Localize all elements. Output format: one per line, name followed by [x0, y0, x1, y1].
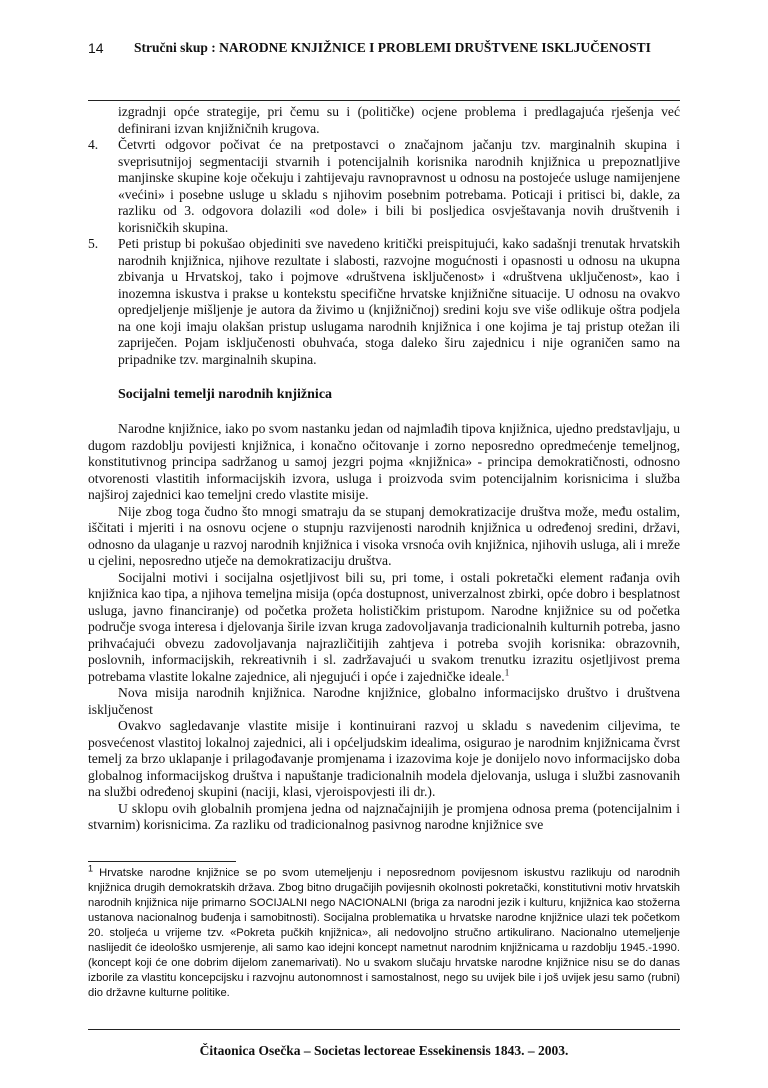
- footnote-reference[interactable]: 1: [504, 666, 510, 677]
- page-number: 14: [88, 40, 104, 56]
- list-item-5: [88, 236, 680, 368]
- list-marker: 5.: [88, 236, 99, 251]
- footnote-marker: 1: [88, 863, 94, 874]
- list-item-text: Peti pristup bi pokušao objediniti sve navedeno kritički preispitujući, kako sadašnji trenutak hrvatskih narodnih knjižnica, njihove rezultate i slabosti, razvojne mogućnosti i opasnosti u odnosu na ukupna zbivanja u Hrvatskoj, tako i pojmove «društvena isključenost» i «društvena uključenost», kao i inozemna iskustva i prakse u kontekstu specifične hrvatske knjižnične situacije. U odnosu na ovakvo opredjeljenje mišljenje je autora da živimo u (knjižničnoj) sredini koju sve više odlikuje oštra podjela na one koji imaju olakšan pristup uslugama narodnih knjižnica i one kojima je taj pristup otežan ili zapriječen. Pojam isključenosti obuhvaća, stoga daleko širu zajednicu i nije ograničen samo na pripadnike tzv. marginalnih skupina.: [118, 236, 680, 367]
- page-footer: Čitaonica Osečka – Societas lectoreae Essekinensis 1843. – 2003.: [199, 1043, 569, 1058]
- numbered-list: [88, 104, 680, 368]
- list-item-text: izgradnji opće strategije, pri čemu su i (političke) ocjene problema i predlagajuća rješenja već definirani izvan knjižničnih krugova.: [118, 104, 680, 136]
- paragraph: Narodne knjižnice, iako po svom nastanku jedan od najmlađih tipova knjižnica, ujedno predstavljaju, u dugom razdoblju povijesti knjižnica, i konačno očitovanje i zorno neposredno opredmećenje temeljnog, konstitutivnog principa sadržanog u samoj jezgri pojma «knjižnica» - principa demokratičnosti, odnosno otvorenosti vlastitih informacijskih izvora, usluga i proizvoda svim potencijalnim korisnicima i služba najširoj zajednici kao temeljni credo vlastite misije.: [88, 421, 680, 502]
- paragraph: [88, 570, 680, 686]
- paragraph: U sklopu ovih globalnih promjena jedna od najznačajnijih je promjena odnosa prema (potencijalnim i stvarnim) korisnicima. Za razliku od tradicionalnog pasivnog narodne knjižnice sve: [88, 800, 680, 832]
- footnote-bottom-divider: [88, 1029, 680, 1030]
- paragraph: Nova misija narodnih knjižnica. Narodne knjižnice, globalno informacijsko društvo i društvena isključenost: [88, 685, 680, 717]
- section-body: [88, 421, 680, 834]
- footnote-divider: [88, 861, 236, 862]
- list-item-4: [88, 137, 680, 236]
- running-title: Stručni skup : NARODNE KNJIŽNICE I PROBLEMI DRUŠTVENE ISKLJUČENOSTI: [134, 40, 651, 55]
- paragraph-text: Socijalni motivi i socijalna osjetljivost bili su, pri tome, i ostali pokretački element rađanja ovih knjižnica kao tipa, a njihova temeljna misija (opća dostupnost, univerzalnost zbirki, opće dobro i besplatnost usluga, javno financiranje) od početka prožeta holističkim pristupom. Narodne knjižnice su od početka područje svoga interesa i djelovanja širile izvan kruga zadovoljavanja tradicionalnih kulturnih potreba, jasno prihvaćajući obvezu zadovoljavanja najrazličitijih zahtjeva i potreba svojih korisnika: obrazovnih, poslovnih, informacijskih, rekreativnih i sl. zadržavajući u svakom trenutku izrazitu osjetljivost prema potrebama vlastite lokalne zajednice, ali njegujući i opće i zajedničke ideale.: [88, 569, 680, 684]
- paragraph: Nije zbog toga čudno što mnogi smatraju da se stupanj demokratizacije društva može, među ostalim, iščitati i mjeriti i na osnovu ocjene o stupnju razvijenosti narodnih knjižnica u određenoj sredini, državi, odnosno da ulaganje u razvoj narodnih knjižnica i visoka vrsnoća ovih knjižnica, njihovih usluga, ali i mreže u cjelini, neposredno utječe na demokratizaciju društva.: [88, 503, 680, 568]
- header-divider: [88, 100, 680, 101]
- footnote-text: Hrvatske narodne knjižnice se po svom utemeljenju i neposrednom povijesnom iskustvu razlikuju od narodnih knjižnica drugih demokratskih država. Zbog bitno drugačijih povijesnih okolnosti pokretački, konstitutivni motiv hrvatskih narodnih knjižnica nije primarno SOCIJALNI nego NACIONALNI (briga za narodni jezik i kulturu, knjižnica kao stožerna ustanova nacionalnog buđenja i samobitnosti). Socijalna problematika u hrvatske narodne knjižnice ulazi tek početkom 20. stoljeća u vrijeme tzv. «Pokreta pučkih knjižnica», ali nedovoljno stručno artikulirano. Nacionalno utemeljenje naslijedit će ideološko usmjerenje, ali samo kao idejni koncept nametnut narodnim knjižnicama u razdoblju 1945.-1990. (koncept koji će one dobrim dijelom zanemarivati). No u svakom slučaju hrvatske narodne knjižnice nisu se do danas izborile za vlastitu koncepcijsku i razvojnu autonomnost i samostalnost, nego su uvijek bile i još uvijek jesu samo (rubni) dio državne kulturne politike.: [88, 867, 680, 999]
- paragraph: Ovakvo sagledavanje vlastite misije i kontinuirani razvoj u skladu s navedenim ciljevima, te posvećenost vlastitoj lokalnoj zajednici, ali i općeljudskim idealima, osigurao je narodnim knjižnicama čvrst temelj za brzo uklapanje i prilagođavanje promjenama i izazovima koje je donijelo novo informacijsko doba globalnog informacijskog društva i napuštanje tradicionalnih modela djelovanja, usluga i službi zasnovanih na službi određenoj skupini (naciji, klasi, vjeroispovjesti ili dr.).: [88, 718, 680, 799]
- list-item-text: Četvrti odgovor počivat će na pretpostavci o značajnom jačanju tzv. marginalnih skupina i sveprisutnijoj segmentaciji stvarnih i potencijalnih korisnika narodnih knjižnica u prepoznatljive manjinske skupine koje očekuju i zahtijevaju ravnopravnost u odnosu na postojeće usluge namijenjene «većini» i posebne usluge u skladu s njihovim posebnim potrebama. Poticaji i pritisci bi, dakle, za razliku od 3. odgovora dolazili «od dole» i bili bi posljedica osvještavanja novih društvenih i korisničkih skupina.: [118, 137, 680, 235]
- list-item-continuation: [88, 104, 680, 137]
- footnote: [88, 863, 680, 1001]
- list-marker: 4.: [88, 137, 99, 152]
- section-heading: Socijalni temelji narodnih knjižnica: [118, 387, 333, 402]
